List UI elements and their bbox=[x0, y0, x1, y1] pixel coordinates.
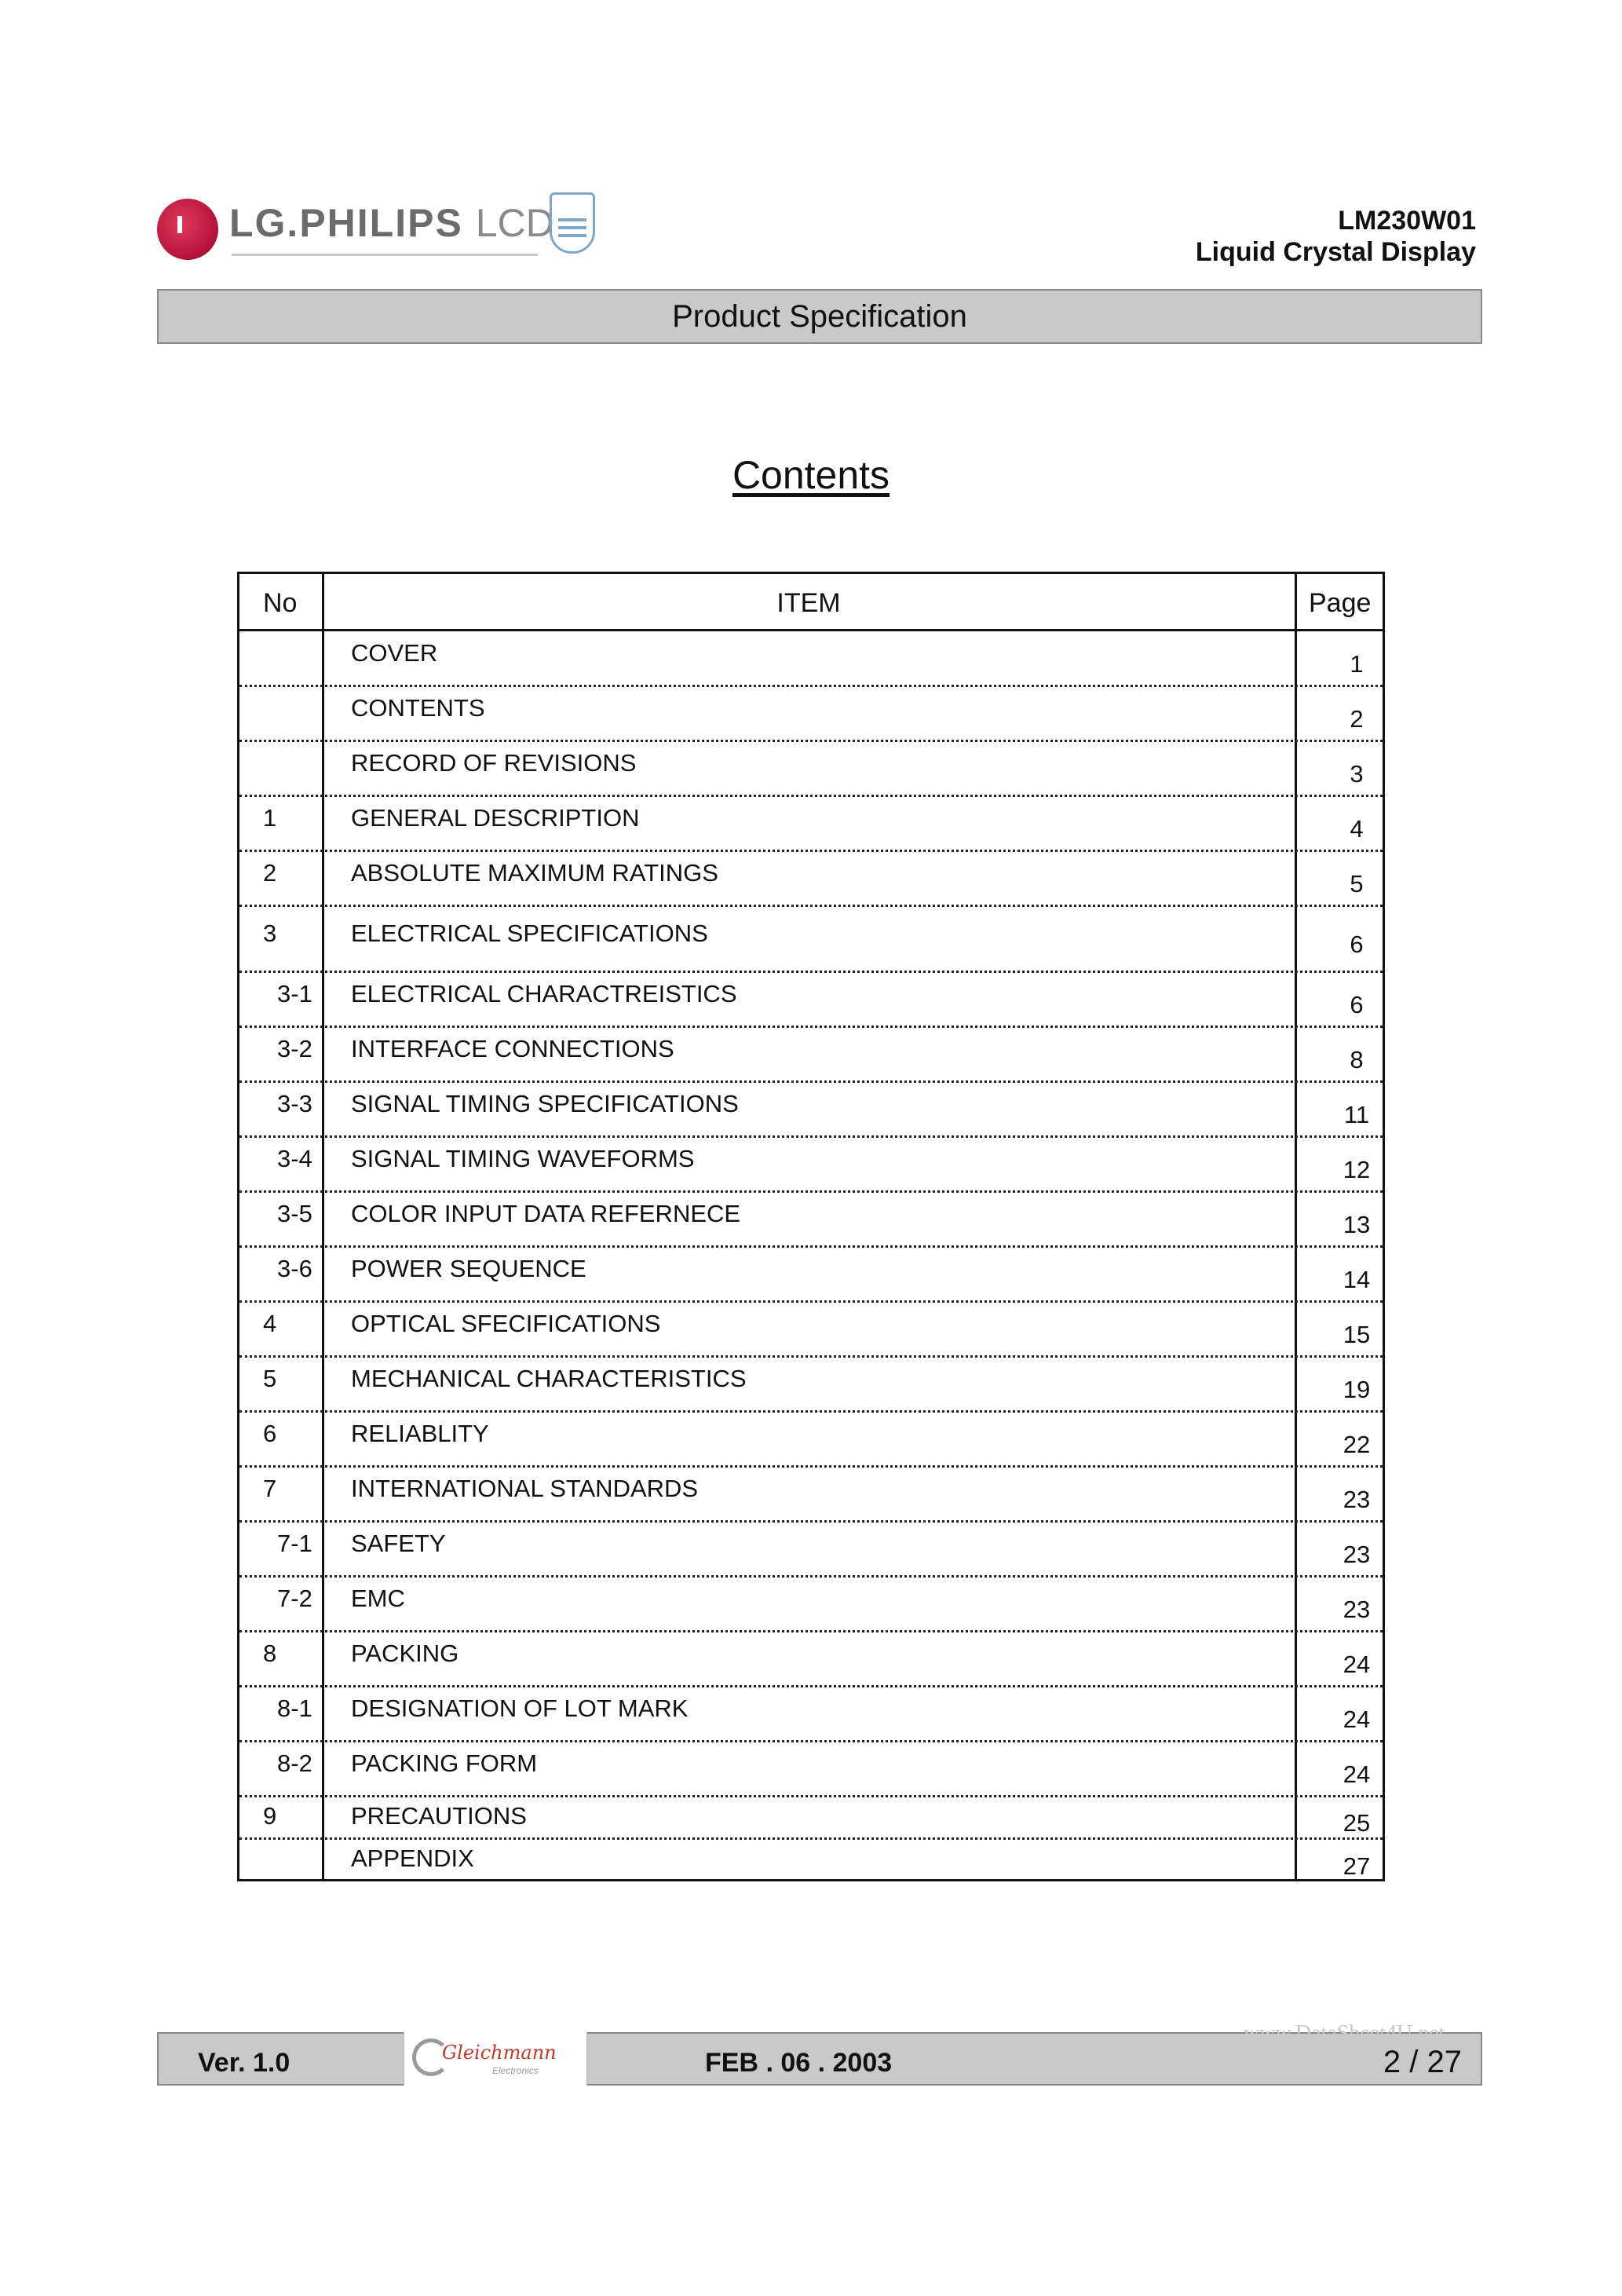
row-page: 5 bbox=[1350, 870, 1364, 898]
row-no: 8-1 bbox=[277, 1695, 312, 1722]
row-item: ELECTRICAL SPECIFICATIONS bbox=[351, 919, 708, 947]
row-no: 9 bbox=[263, 1802, 277, 1830]
table-row bbox=[239, 1358, 1383, 1413]
row-item: POWER SEQUENCE bbox=[351, 1255, 586, 1282]
row-item: RELIABLITY bbox=[351, 1420, 489, 1447]
logo-lcd: LCD bbox=[475, 201, 554, 245]
contents-title: Contents bbox=[732, 453, 890, 497]
row-page: 25 bbox=[1343, 1809, 1371, 1837]
row-no: 3-2 bbox=[277, 1035, 312, 1062]
row-item: EMC bbox=[351, 1585, 405, 1612]
row-no: 5 bbox=[263, 1365, 277, 1392]
row-page: 3 bbox=[1350, 760, 1364, 788]
row-item: COLOR INPUT DATA REFERNECE bbox=[351, 1200, 741, 1227]
table-row bbox=[239, 1303, 1383, 1358]
table-row bbox=[239, 1523, 1383, 1578]
row-page: 6 bbox=[1350, 991, 1364, 1018]
row-item: SAFETY bbox=[351, 1530, 446, 1557]
row-item: GENERAL DESCRIPTION bbox=[351, 804, 640, 832]
table-row bbox=[239, 797, 1383, 852]
table-row bbox=[239, 1028, 1383, 1083]
row-item: COVER bbox=[351, 639, 438, 667]
table-row bbox=[239, 1840, 1383, 1884]
row-item: SIGNAL TIMING SPECIFICATIONS bbox=[351, 1090, 739, 1117]
row-page: 2 bbox=[1350, 705, 1364, 733]
table-row bbox=[239, 1632, 1383, 1687]
row-page: 11 bbox=[1343, 1101, 1370, 1128]
row-no: 7 bbox=[263, 1475, 277, 1502]
row-no: 8 bbox=[263, 1640, 277, 1667]
table-row bbox=[239, 1468, 1383, 1523]
row-no: 3 bbox=[263, 919, 277, 947]
row-no: 7-1 bbox=[277, 1530, 312, 1557]
row-item: ABSOLUTE MAXIMUM RATINGS bbox=[351, 859, 718, 887]
row-page: 24 bbox=[1343, 1760, 1371, 1788]
row-page: 23 bbox=[1343, 1486, 1371, 1513]
row-no: 3-6 bbox=[277, 1255, 312, 1282]
row-no: 3-5 bbox=[277, 1200, 312, 1227]
row-item: DESIGNATION OF LOT MARK bbox=[351, 1695, 689, 1722]
watermark: www.DataSheet4U.net bbox=[1244, 2021, 1445, 2046]
row-item: SIGNAL TIMING WAVEFORMS bbox=[351, 1145, 695, 1172]
table-row bbox=[239, 1413, 1383, 1468]
logo-text bbox=[229, 200, 554, 246]
row-no: 6 bbox=[263, 1420, 277, 1447]
logo-brand: LG.PHILIPS bbox=[229, 201, 463, 245]
table-row bbox=[239, 687, 1383, 742]
row-page: 23 bbox=[1343, 1541, 1371, 1568]
page-number: 2 / 27 bbox=[1383, 2045, 1462, 2079]
product-type: Liquid Crystal Display bbox=[1195, 237, 1476, 267]
row-no: 8-2 bbox=[277, 1749, 312, 1777]
row-no: 2 bbox=[263, 859, 277, 887]
table-header bbox=[239, 574, 1383, 631]
row-page: 22 bbox=[1343, 1431, 1371, 1458]
version: Ver. 1.0 bbox=[198, 2048, 290, 2078]
header-no: No bbox=[263, 588, 298, 618]
table-row bbox=[239, 1248, 1383, 1303]
gleichmann-name: Gleichmann bbox=[442, 2042, 557, 2064]
row-page: 1 bbox=[1350, 650, 1364, 678]
header-page: Page bbox=[1309, 588, 1372, 618]
contents-table bbox=[237, 572, 1385, 1881]
header-item: ITEM bbox=[776, 588, 841, 618]
table-row bbox=[239, 1138, 1383, 1193]
table-row bbox=[239, 1742, 1383, 1797]
logo-underline bbox=[232, 254, 538, 256]
row-item: OPTICAL SFECIFICATIONS bbox=[351, 1310, 661, 1337]
row-page: 19 bbox=[1343, 1376, 1371, 1403]
row-no: 3-1 bbox=[277, 980, 312, 1007]
row-item: CONTENTS bbox=[351, 694, 485, 722]
row-page: 4 bbox=[1350, 815, 1364, 843]
model-number: LM230W01 bbox=[1338, 206, 1476, 236]
table-row bbox=[239, 631, 1383, 687]
row-page: 15 bbox=[1343, 1321, 1371, 1348]
table-row bbox=[239, 973, 1383, 1028]
gleichmann-logo bbox=[404, 2032, 587, 2086]
row-item: PACKING bbox=[351, 1640, 459, 1667]
row-no: 3-3 bbox=[277, 1090, 312, 1117]
row-item: ELECTRICAL CHARACTREISTICS bbox=[351, 980, 737, 1007]
table-row bbox=[239, 907, 1383, 973]
lg-circle-icon bbox=[157, 199, 218, 260]
table-row bbox=[239, 1083, 1383, 1138]
row-item: RECORD OF REVISIONS bbox=[351, 749, 637, 777]
row-item: PACKING FORM bbox=[351, 1749, 538, 1777]
table-row bbox=[239, 1578, 1383, 1632]
row-no: 3-4 bbox=[277, 1145, 312, 1172]
row-page: 8 bbox=[1350, 1046, 1364, 1073]
row-page: 6 bbox=[1350, 930, 1364, 958]
row-item: INTERNATIONAL STANDARDS bbox=[351, 1475, 699, 1502]
row-page: 13 bbox=[1343, 1211, 1371, 1238]
row-no: 7-2 bbox=[277, 1585, 312, 1612]
row-page: 14 bbox=[1343, 1266, 1371, 1293]
row-item: MECHANICAL CHARACTERISTICS bbox=[351, 1365, 747, 1392]
row-item: INTERFACE CONNECTIONS bbox=[351, 1035, 674, 1062]
release-date: FEB . 06 . 2003 bbox=[705, 2048, 893, 2078]
row-no: 1 bbox=[263, 804, 277, 832]
row-page: 23 bbox=[1343, 1596, 1371, 1623]
table-row bbox=[239, 1797, 1383, 1840]
row-page: 27 bbox=[1343, 1852, 1371, 1880]
table-row bbox=[239, 1193, 1383, 1248]
row-page: 24 bbox=[1343, 1651, 1371, 1678]
row-page: 24 bbox=[1343, 1706, 1371, 1733]
row-no: 4 bbox=[263, 1310, 277, 1337]
gleichmann-sub: Electronics bbox=[492, 2065, 539, 2076]
table-row bbox=[239, 742, 1383, 797]
row-item: APPENDIX bbox=[351, 1844, 474, 1872]
lg-philips-logo bbox=[157, 192, 605, 271]
product-specification-banner: Product Specification bbox=[157, 289, 1482, 344]
philips-shield-icon bbox=[550, 192, 595, 254]
table-row bbox=[239, 852, 1383, 907]
row-page: 12 bbox=[1343, 1156, 1371, 1183]
table-row bbox=[239, 1687, 1383, 1742]
row-item: PRECAUTIONS bbox=[351, 1802, 527, 1830]
